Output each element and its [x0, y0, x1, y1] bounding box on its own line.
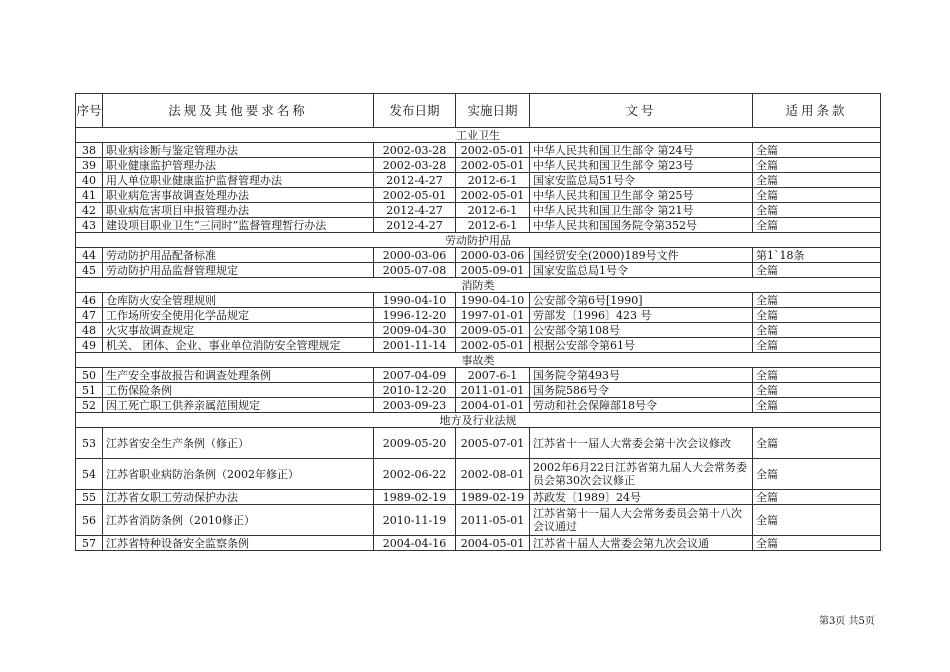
- table-row: [76, 293, 881, 308]
- header-seq: 序号: [76, 94, 103, 128]
- page-number: 第3页 共5页: [819, 616, 875, 627]
- cell-clause: 全篇: [753, 536, 881, 551]
- section-title: 劳动防护用品: [76, 233, 881, 248]
- table-row: [76, 368, 881, 383]
- cell-doc-number: 劳动和社会保障部18号令: [530, 398, 753, 413]
- cell-name: 工作场所安全使用化学品规定: [103, 308, 374, 323]
- cell-name: 职业健康监护管理办法: [103, 158, 374, 173]
- cell-clause: 全篇: [753, 490, 881, 505]
- cell-clause: 全篇: [753, 188, 881, 203]
- cell-publish-date: 2000-03-06: [374, 248, 456, 263]
- cell-effective-date: 2004-05-01: [456, 536, 530, 551]
- table-row: [76, 158, 881, 173]
- cell-publish-date: 2007-04-09: [374, 368, 456, 383]
- cell-name: 用人单位职业健康监护监督管理办法: [103, 173, 374, 188]
- cell-clause: 全篇: [753, 218, 881, 233]
- cell-seq: 56: [76, 505, 103, 536]
- cell-publish-date: 2001-11-14: [374, 338, 456, 353]
- table-row: [76, 383, 881, 398]
- section-row: [76, 128, 881, 143]
- cell-seq: 42: [76, 203, 103, 218]
- cell-publish-date: 2010-12-20: [374, 383, 456, 398]
- cell-doc-number: 国经贸安全(2000)189号文件: [530, 248, 753, 263]
- cell-name: 江苏省消防条例（2010修正）: [103, 505, 374, 536]
- cell-clause: 全篇: [753, 263, 881, 278]
- cell-seq: 52: [76, 398, 103, 413]
- cell-doc-number: 中华人民共和国卫生部令 第24号: [530, 143, 753, 158]
- cell-effective-date: 2009-05-01: [456, 323, 530, 338]
- cell-seq: 40: [76, 173, 103, 188]
- header-effective-date: 实施日期: [456, 94, 530, 128]
- cell-doc-number: 公安部令第6号[1990]: [530, 293, 753, 308]
- cell-doc-number: 国务院586号令: [530, 383, 753, 398]
- cell-clause: 全篇: [753, 459, 881, 490]
- cell-effective-date: 2000-03-06: [456, 248, 530, 263]
- cell-effective-date: 2002-05-01: [456, 143, 530, 158]
- section-row: [76, 413, 881, 428]
- table-row: [76, 536, 881, 551]
- cell-name: 生产安全事故报告和调查处理条例: [103, 368, 374, 383]
- cell-clause: 第1`18条: [753, 248, 881, 263]
- table-row: [76, 188, 881, 203]
- cell-name: 江苏省安全生产条例（修正）: [103, 428, 374, 459]
- cell-seq: 53: [76, 428, 103, 459]
- cell-publish-date: 2002-06-22: [374, 459, 456, 490]
- cell-publish-date: 2012-4-27: [374, 218, 456, 233]
- cell-clause: 全篇: [753, 308, 881, 323]
- cell-name: 因工死亡职工供养亲属范围规定: [103, 398, 374, 413]
- cell-name: 工伤保险条例: [103, 383, 374, 398]
- cell-clause: 全篇: [753, 505, 881, 536]
- table-row: [76, 143, 881, 158]
- cell-clause: 全篇: [753, 383, 881, 398]
- cell-name: 江苏省特种设备安全监察条例: [103, 536, 374, 551]
- table-row: [76, 428, 881, 459]
- cell-seq: 39: [76, 158, 103, 173]
- cell-effective-date: 2012-6-1: [456, 203, 530, 218]
- table-row: [76, 490, 881, 505]
- table-row: [76, 323, 881, 338]
- cell-clause: 全篇: [753, 428, 881, 459]
- cell-effective-date: 2005-07-01: [456, 428, 530, 459]
- cell-publish-date: 2010-11-19: [374, 505, 456, 536]
- cell-doc-number: 江苏省十一届人大常委会第十次会议修改: [530, 428, 753, 459]
- cell-doc-number: 国务院令第493号: [530, 368, 753, 383]
- cell-seq: 41: [76, 188, 103, 203]
- cell-doc-number: 中华人民共和国国务院令第352号: [530, 218, 753, 233]
- header-clauses: 适用条款: [753, 94, 881, 128]
- section-title: 工业卫生: [76, 128, 881, 143]
- cell-doc-number: 江苏省第十一届人大会常务委员会第十八次会议通过: [530, 505, 753, 536]
- cell-name: 江苏省职业病防治条例（2002年修正）: [103, 459, 374, 490]
- cell-effective-date: 2005-09-01: [456, 263, 530, 278]
- table-body: [76, 128, 881, 551]
- cell-publish-date: 2003-09-23: [374, 398, 456, 413]
- section-row: [76, 353, 881, 368]
- section-row: [76, 233, 881, 248]
- regulations-table: [75, 93, 881, 551]
- header-publish-date: 发布日期: [374, 94, 456, 128]
- cell-doc-number: 中华人民共和国卫生部令 第23号: [530, 158, 753, 173]
- cell-clause: 全篇: [753, 173, 881, 188]
- cell-seq: 57: [76, 536, 103, 551]
- header-doc-number: 文号: [530, 94, 753, 128]
- cell-clause: 全篇: [753, 323, 881, 338]
- cell-seq: 43: [76, 218, 103, 233]
- cell-seq: 55: [76, 490, 103, 505]
- cell-seq: 48: [76, 323, 103, 338]
- cell-publish-date: 2002-05-01: [374, 188, 456, 203]
- cell-publish-date: 2002-03-28: [374, 143, 456, 158]
- cell-clause: 全篇: [753, 398, 881, 413]
- cell-seq: 47: [76, 308, 103, 323]
- cell-name: 劳动防护用品配备标准: [103, 248, 374, 263]
- table-row: [76, 218, 881, 233]
- cell-name: 职业病诊断与鉴定管理办法: [103, 143, 374, 158]
- cell-seq: 51: [76, 383, 103, 398]
- cell-doc-number: 苏政发〔1989〕24号: [530, 490, 753, 505]
- table-row: [76, 459, 881, 490]
- cell-name: 职业病危害事故调查处理办法: [103, 188, 374, 203]
- cell-clause: 全篇: [753, 368, 881, 383]
- cell-effective-date: 1997-01-01: [456, 308, 530, 323]
- cell-doc-number: 国家安监总局1号令: [530, 263, 753, 278]
- cell-effective-date: 2007-6-1: [456, 368, 530, 383]
- table-row: [76, 505, 881, 536]
- table-row: [76, 398, 881, 413]
- table-row: [76, 338, 881, 353]
- cell-publish-date: 1989-02-19: [374, 490, 456, 505]
- cell-name: 机关、 团体、企业、事业单位消防安全管理规定: [103, 338, 374, 353]
- table-row: [76, 263, 881, 278]
- cell-effective-date: 2012-6-1: [456, 173, 530, 188]
- section-row: [76, 278, 881, 293]
- cell-seq: 38: [76, 143, 103, 158]
- cell-name: 职业病危害项目申报管理办法: [103, 203, 374, 218]
- cell-publish-date: 2002-03-28: [374, 158, 456, 173]
- cell-doc-number: 公安部令第108号: [530, 323, 753, 338]
- cell-doc-number: 江苏省十届人大常委会第九次会议通: [530, 536, 753, 551]
- cell-publish-date: 2012-4-27: [374, 173, 456, 188]
- cell-effective-date: 2002-08-01: [456, 459, 530, 490]
- cell-doc-number: 根据公安部令第61号: [530, 338, 753, 353]
- cell-seq: 45: [76, 263, 103, 278]
- cell-doc-number: 2002年6月22日江苏省第九届人大会常务委员会第30次会议修正: [530, 459, 753, 490]
- cell-effective-date: 2004-01-01: [456, 398, 530, 413]
- cell-seq: 46: [76, 293, 103, 308]
- cell-effective-date: 2011-05-01: [456, 505, 530, 536]
- cell-clause: 全篇: [753, 158, 881, 173]
- section-title: 地方及行业法规: [76, 413, 881, 428]
- header-name: 法规及其他要求名称: [103, 94, 374, 128]
- cell-effective-date: 2002-05-01: [456, 158, 530, 173]
- cell-doc-number: 中华人民共和国卫生部令 第21号: [530, 203, 753, 218]
- cell-effective-date: 1990-04-10: [456, 293, 530, 308]
- cell-publish-date: 2009-04-30: [374, 323, 456, 338]
- cell-effective-date: 2011-01-01: [456, 383, 530, 398]
- cell-publish-date: 2009-05-20: [374, 428, 456, 459]
- cell-name: 劳动防护用品监督管理规定: [103, 263, 374, 278]
- cell-doc-number: 国家安监总局51号令: [530, 173, 753, 188]
- header-row: [76, 94, 881, 128]
- cell-clause: 全篇: [753, 293, 881, 308]
- cell-name: 仓库防火安全管理规则: [103, 293, 374, 308]
- cell-publish-date: 1990-04-10: [374, 293, 456, 308]
- cell-clause: 全篇: [753, 143, 881, 158]
- section-title: 事故类: [76, 353, 881, 368]
- cell-effective-date: 2002-05-01: [456, 338, 530, 353]
- cell-seq: 50: [76, 368, 103, 383]
- cell-clause: 全篇: [753, 203, 881, 218]
- cell-seq: 44: [76, 248, 103, 263]
- cell-effective-date: 2012-6-1: [456, 218, 530, 233]
- cell-name: 江苏省女职工劳动保护办法: [103, 490, 374, 505]
- cell-publish-date: 1996-12-20: [374, 308, 456, 323]
- cell-doc-number: 中华人民共和国卫生部令 第25号: [530, 188, 753, 203]
- cell-publish-date: 2012-4-27: [374, 203, 456, 218]
- table-row: [76, 248, 881, 263]
- cell-publish-date: 2005-07-08: [374, 263, 456, 278]
- cell-name: 建设项目职业卫生“三同时”监督管理暂行办法: [103, 218, 374, 233]
- section-title: 消防类: [76, 278, 881, 293]
- cell-doc-number: 劳部发〔1996〕423 号: [530, 308, 753, 323]
- table-row: [76, 173, 881, 188]
- regulations-table-sheet: [75, 93, 880, 551]
- cell-seq: 49: [76, 338, 103, 353]
- cell-seq: 54: [76, 459, 103, 490]
- table-row: [76, 308, 881, 323]
- cell-effective-date: 2002-05-01: [456, 188, 530, 203]
- cell-effective-date: 1989-02-19: [456, 490, 530, 505]
- cell-name: 火灾事故调查规定: [103, 323, 374, 338]
- cell-publish-date: 2004-04-16: [374, 536, 456, 551]
- cell-clause: 全篇: [753, 338, 881, 353]
- table-row: [76, 203, 881, 218]
